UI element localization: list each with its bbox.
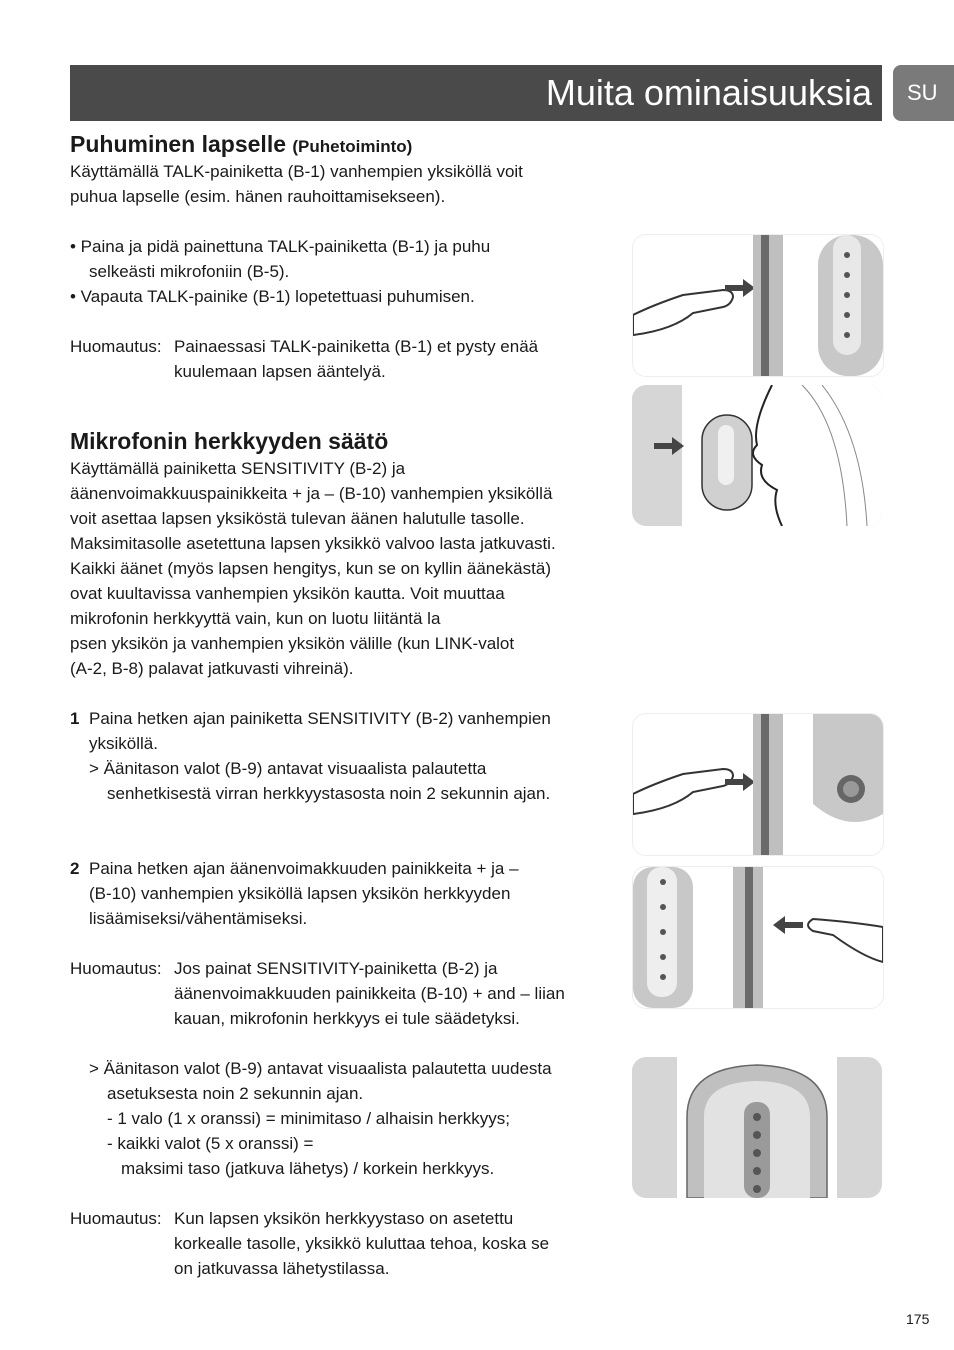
step-result: senhetkisestä virran herkkyystasosta noin 2 sekunnin ajan. [107,784,551,803]
note-text: Painaessasi TALK-painiketta (B-1) et pysty enää [174,337,539,356]
illustration-press-volume [632,866,884,1009]
note-text: korkealle tasolle, yksikkö kuluttaa tehoa, koska se [174,1234,550,1253]
illustration-finger-press-talk [632,234,884,377]
illustration-sensitivity-lights [632,1057,882,1198]
note-text: äänenvoimakkuuden painikkeita (B-10) + and – liian [174,984,565,1003]
note-text: kauan, mikrofonin herkkyys ei tule säädetyksi. [174,1009,520,1028]
paragraph-line: puhua lapselle (esim. hänen rauhoittamisekseen). [70,187,446,206]
language-tab: SU [893,65,954,121]
note-text: on jatkuvassa lähetystilassa. [174,1259,390,1278]
step-result: asetuksesta noin 2 sekunnin ajan. [107,1084,364,1103]
step-result: - kaikki valot (5 x oranssi) = [107,1134,314,1153]
paragraph-line: voit asettaa lapsen yksiköstä tulevan äänen halutulle tasolle. [70,509,525,528]
step-result: > Äänitason valot (B-9) antavat visuaalista palautetta [89,759,487,778]
note-label: Huomautus: [70,337,162,356]
paragraph-line: Kaikki äänet (myös lapsen hengitys, kun se on kyllin äänekästä) [70,559,551,578]
note-label: Huomautus: [70,959,162,978]
bullet-item: • Vapauta TALK-painike (B-1) lopetettuasi puhumisen. [70,287,475,306]
illustration-press-sensitivity [632,713,884,856]
note-text: Kun lapsen yksikön herkkyystaso on asetettu [174,1209,514,1228]
step-text: Paina hetken ajan äänenvoimakkuuden painikkeita + ja – [89,859,519,878]
bullet-item: • Paina ja pidä painettuna TALK-painiketta (B-1) ja puhu [70,237,491,256]
note-label: Huomautus: [70,1209,162,1228]
page-number: 175 [906,1311,930,1327]
page-title: Muita ominaisuuksia [545,72,872,113]
step-result: maksimi taso (jatkuva lähetys) / korkein herkkyys. [121,1159,495,1178]
paragraph-line: Käyttämällä painiketta SENSITIVITY (B-2) ja [70,459,406,478]
note-text: Jos painat SENSITIVITY-painiketta (B-2) ja [174,959,498,978]
section-heading-talk: Puhuminen lapselle (Puhetoiminto) [70,131,413,157]
section-heading-sensitivity: Mikrofonin herkkyyden säätö [70,428,389,454]
paragraph-line: äänenvoimakkuuspainikkeita + ja – (B-10) vanhempien yksiköllä [70,484,553,503]
paragraph-line: Käyttämällä TALK-painiketta (B-1) vanhempien yksiköllä voit [70,162,523,181]
step-text: yksiköllä. [89,734,158,753]
step-result: > Äänitason valot (B-9) antavat visuaalista palautetta uudesta [89,1059,552,1078]
illustration-talk-to-microphone [632,385,882,526]
step-text: (B-10) vanhempien yksiköllä lapsen yksikön herkkyyden [89,884,511,903]
step-number: 2 [70,859,80,878]
step-text: lisäämiseksi/vähentämiseksi. [89,909,308,928]
bullet-item: selkeästi mikrofoniin (B-5). [89,262,290,281]
paragraph-line: Maksimitasolle asetettuna lapsen yksikkö valvoo lasta jatkuvasti. [70,534,556,553]
step-text: Paina hetken ajan painiketta SENSITIVITY (B-2) vanhempien [89,709,551,728]
header-bar [70,65,882,121]
paragraph-line: ovat kuultavissa vanhempien yksikön kautta. Voit muuttaa [70,584,505,603]
step-result: - 1 valo (1 x oranssi) = minimitaso / alhaisin herkkyys; [107,1109,510,1128]
note-text: kuulemaan lapsen ääntelyä. [174,362,386,381]
paragraph-line: mikrofonin herkkyyttä vain, kun on luotu liitäntä la [70,609,441,628]
paragraph-line: (A-2, B-8) palavat jatkuvasti vihreinä). [70,659,354,678]
step-number: 1 [70,709,80,728]
paragraph-line: psen yksikön ja vanhempien yksikön välille (kun LINK-valot [70,634,515,653]
